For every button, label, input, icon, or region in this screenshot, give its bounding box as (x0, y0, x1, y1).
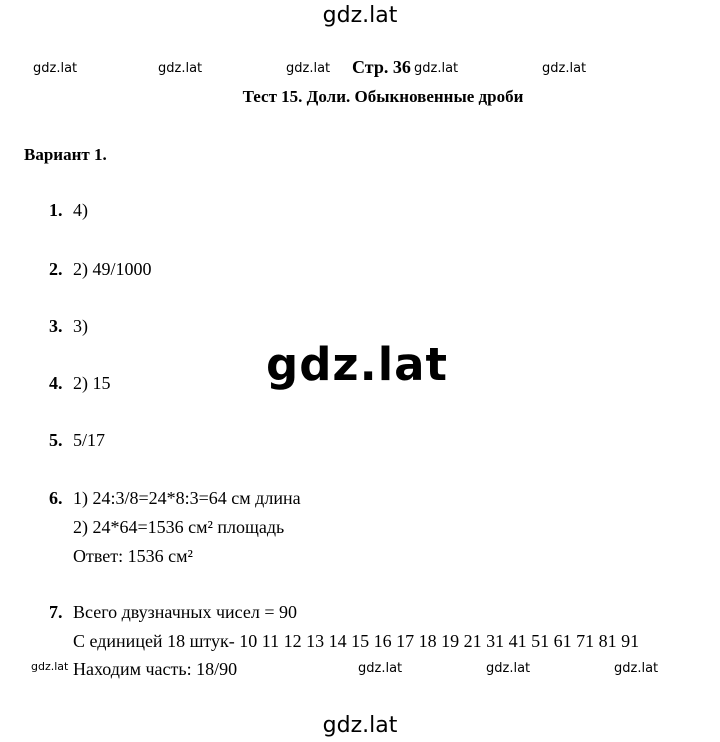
answer-item (49, 488, 301, 566)
answer-text: 2) 15 (73, 373, 111, 393)
page-reference: Стр. 36 (352, 57, 411, 77)
answer-text: 2) 49/1000 (73, 259, 152, 279)
answer-number: 6. (49, 488, 63, 508)
answer-text: Ответ: 1536 см² (73, 546, 193, 566)
watermark-small: gdz.lat (33, 61, 78, 76)
test-title: Тест 15. Доли. Обыкновенные дроби (242, 87, 524, 106)
watermark-top: gdz.lat (322, 3, 398, 28)
answer-item (49, 259, 152, 280)
answer-item (49, 430, 106, 451)
watermark-bottom: gdz.lat (322, 713, 398, 738)
answer-number: 3. (49, 316, 63, 336)
watermark-small: gdz.lat (158, 61, 203, 76)
answer-item (49, 373, 111, 394)
watermark-small: gdz.lat (486, 661, 531, 676)
watermark-small: gdz.lat (31, 660, 69, 673)
watermark-small: gdz.lat (358, 661, 403, 676)
answer-text: 3) (73, 316, 88, 336)
watermark-small: gdz.lat (542, 61, 587, 76)
answer-text: Находим часть: 18/90 (73, 659, 238, 679)
answer-item (49, 200, 88, 221)
watermark-small: gdz.lat (286, 61, 331, 76)
answer-text: 4) (73, 200, 88, 220)
watermark-center: gdz.lat (266, 338, 449, 391)
answer-text: 2) 24*64=1536 см² площадь (73, 517, 285, 537)
answer-number: 2. (49, 259, 63, 279)
answer-text: С единицей 18 штук- 10 11 12 13 14 15 16 17 18 19 21 31 41 51 61 71 81 91 (73, 631, 640, 651)
answer-item (49, 316, 88, 337)
variant-heading: Вариант 1. (24, 145, 107, 164)
answer-number: 5. (49, 430, 63, 450)
answer-text: Всего двузначных чисел = 90 (73, 602, 297, 622)
answer-text: 1) 24:3/8=24*8:3=64 см длина (73, 488, 301, 508)
answer-number: 4. (49, 373, 63, 393)
answer-number: 1. (49, 200, 63, 220)
answer-number: 7. (49, 602, 63, 622)
watermark-small: gdz.lat (414, 61, 459, 76)
watermark-small: gdz.lat (614, 661, 659, 676)
answer-text: 5/17 (73, 430, 106, 450)
